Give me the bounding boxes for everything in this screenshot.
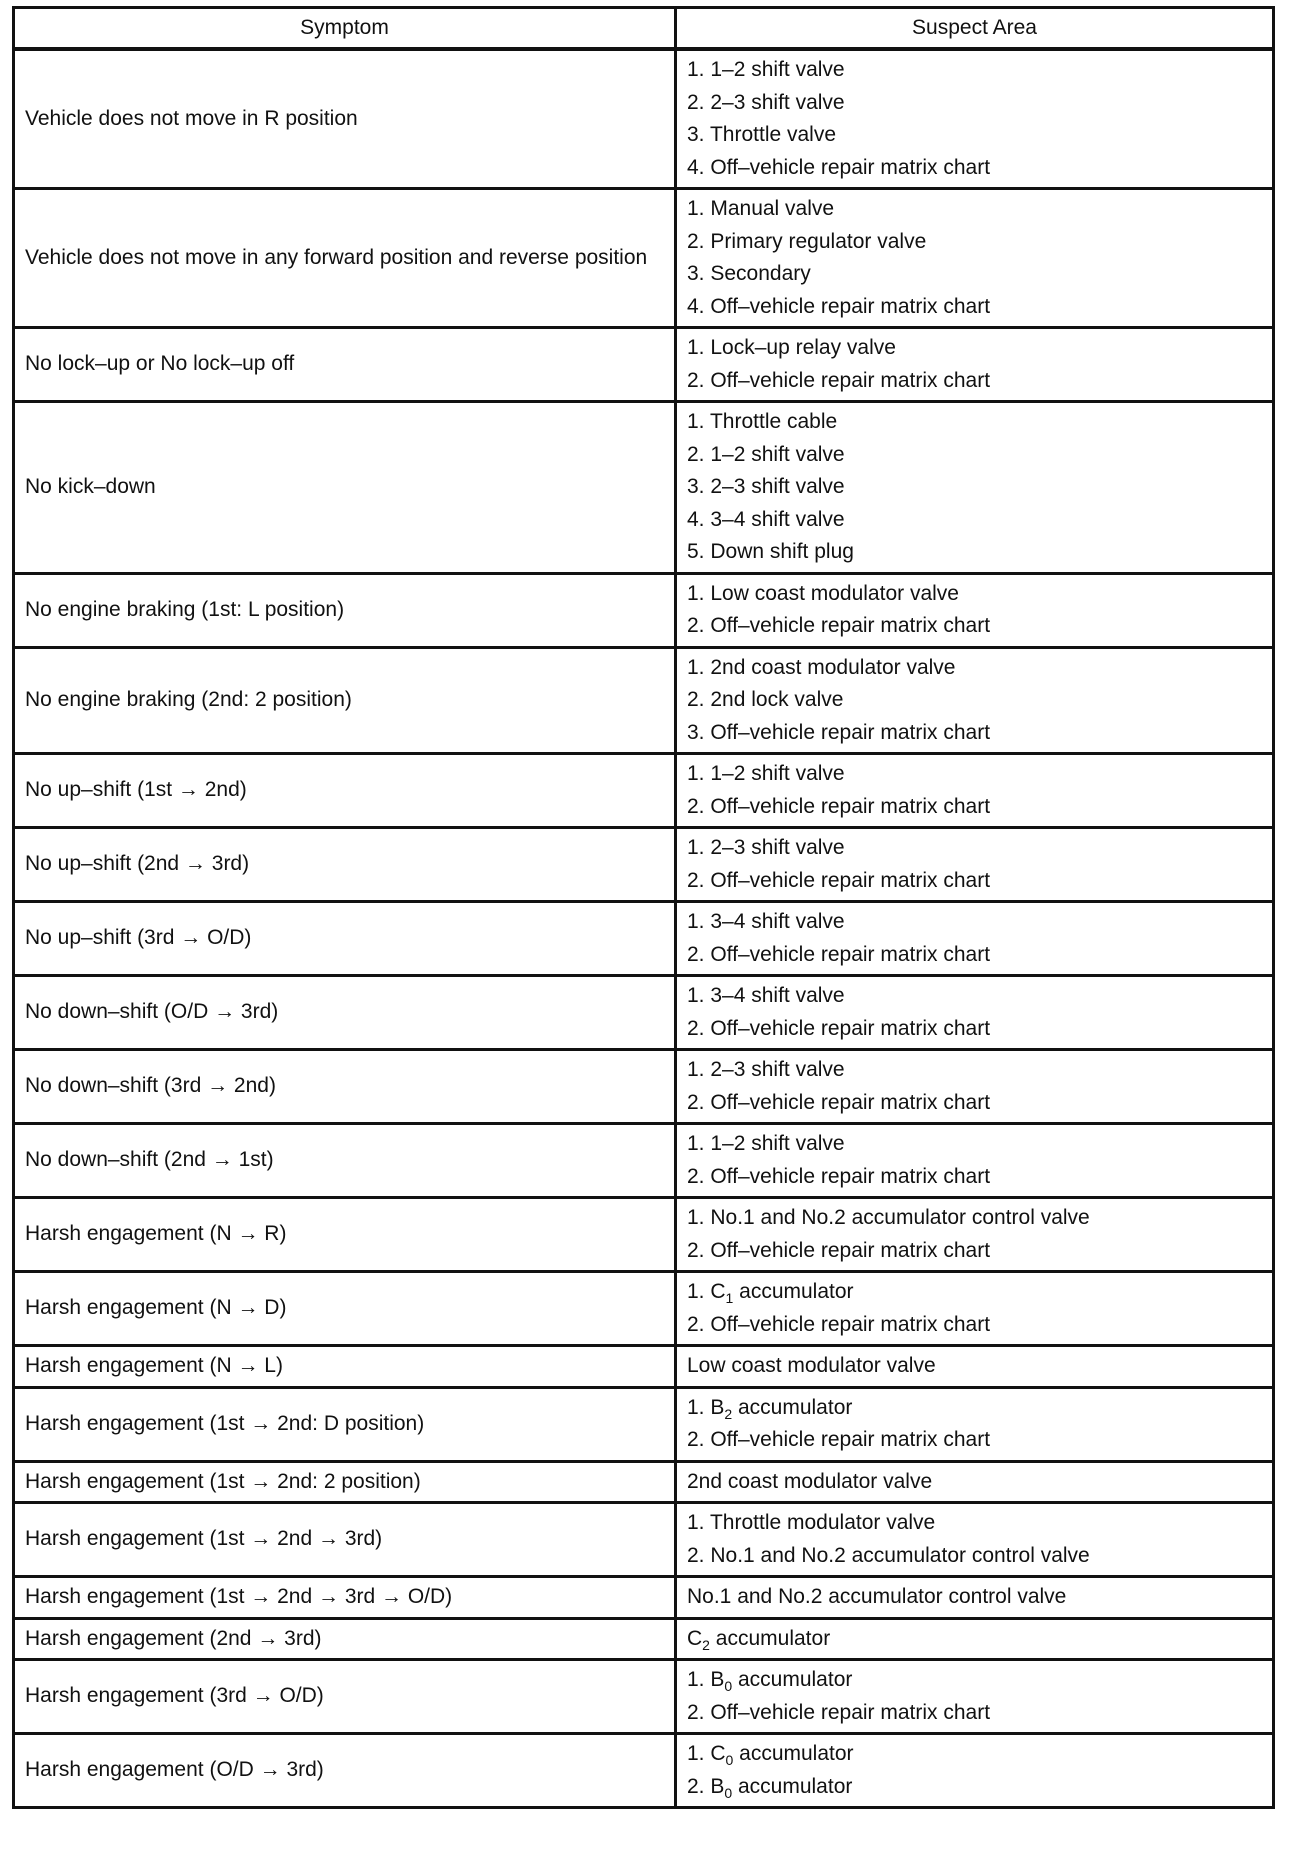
suspect-item-text: accumulator bbox=[732, 1668, 853, 1691]
symptom-cell: Harsh engagement (1st → 2nd → 3rd → O/D) bbox=[14, 1577, 676, 1619]
suspect-item bbox=[687, 1392, 1262, 1425]
table-row bbox=[14, 49, 1274, 189]
suspect-area-cell bbox=[676, 1272, 1274, 1346]
table-row bbox=[14, 1461, 1274, 1503]
suspect-item: 2. Off–vehicle repair matrix chart bbox=[687, 1312, 991, 1336]
table-row bbox=[14, 754, 1274, 828]
suspect-area-cell bbox=[676, 49, 1274, 189]
suspect-item: 4. 3–4 shift valve bbox=[687, 507, 845, 531]
suspect-item-text: 1. C bbox=[687, 1742, 726, 1765]
table-row bbox=[14, 1503, 1274, 1577]
table-row bbox=[14, 189, 1274, 328]
subscript: 1 bbox=[725, 1290, 734, 1306]
symptom-cell: Harsh engagement (3rd → O/D) bbox=[14, 1660, 676, 1734]
suspect-item: 1. 3–4 shift valve bbox=[687, 984, 845, 1007]
subscript: 0 bbox=[724, 1678, 733, 1694]
symptom-cell: No down–shift (O/D → 3rd) bbox=[14, 976, 676, 1050]
suspect-area-cell bbox=[676, 976, 1274, 1050]
suspect-item: 2. Off–vehicle repair matrix chart bbox=[687, 942, 991, 966]
suspect-item: 5. Down shift plug bbox=[687, 540, 854, 563]
suspect-item: 2. No.1 and No.2 accumulator control valve bbox=[687, 1543, 1090, 1567]
symptom-cell: No down–shift (3rd → 2nd) bbox=[14, 1050, 676, 1124]
suspect-area-cell bbox=[676, 1050, 1274, 1124]
symptom-cell: No lock–up or No lock–up off bbox=[14, 328, 676, 402]
suspect-area-cell bbox=[676, 1198, 1274, 1272]
suspect-item-text: 2. B bbox=[687, 1774, 725, 1798]
suspect-item: 1. 2–3 shift valve bbox=[687, 1058, 845, 1081]
suspect-item: 2. Off–vehicle repair matrix chart bbox=[687, 1238, 991, 1262]
suspect-item: 2. Off–vehicle repair matrix chart bbox=[687, 368, 991, 392]
symptom-cell: No engine braking (1st: L position) bbox=[14, 573, 676, 647]
suspect-item-text: C bbox=[687, 1626, 703, 1650]
suspect-area-cell bbox=[676, 1660, 1274, 1734]
suspect-item: 1. 2nd coast modulator valve bbox=[687, 655, 956, 679]
suspect-item: 2. Off–vehicle repair matrix chart bbox=[687, 794, 991, 818]
table-row bbox=[14, 1660, 1274, 1734]
table-row bbox=[14, 647, 1274, 754]
suspect-item: 3. Secondary bbox=[687, 262, 811, 285]
symptom-cell: No up–shift (3rd → O/D) bbox=[14, 902, 676, 976]
symptom-cell: Harsh engagement (1st → 2nd: 2 position) bbox=[14, 1461, 676, 1503]
suspect-item: 1. Throttle cable bbox=[687, 410, 838, 433]
table-row bbox=[14, 1346, 1274, 1388]
suspect-item-text: accumulator bbox=[732, 1395, 853, 1419]
suspect-item-text: accumulator bbox=[709, 1626, 831, 1650]
suspect-area-cell bbox=[676, 1734, 1274, 1808]
subscript: 2 bbox=[724, 1405, 733, 1422]
suspect-area-cell bbox=[676, 328, 1274, 402]
suspect-item bbox=[687, 1664, 1262, 1697]
subscript: 2 bbox=[702, 1636, 710, 1653]
suspect-item: 1. 1–2 shift valve bbox=[687, 1132, 845, 1155]
suspect-item: 2. Off–vehicle repair matrix chart bbox=[687, 1428, 991, 1451]
suspect-item bbox=[687, 1771, 1262, 1804]
suspect-item: 1. Manual valve bbox=[687, 197, 835, 220]
suspect-area-cell bbox=[676, 647, 1274, 754]
suspect-item: 2. Off–vehicle repair matrix chart bbox=[687, 868, 991, 892]
table-row bbox=[14, 573, 1274, 647]
symptom-cell: No engine braking (2nd: 2 position) bbox=[14, 647, 676, 754]
symptom-cell: Harsh engagement (N → L) bbox=[14, 1346, 676, 1388]
suspect-item: 2. Primary regulator valve bbox=[687, 229, 927, 253]
symptom-cell: No up–shift (2nd → 3rd) bbox=[14, 828, 676, 902]
table-row bbox=[14, 1050, 1274, 1124]
suspect-item: 3. Off–vehicle repair matrix chart bbox=[687, 720, 991, 744]
suspect-area-cell bbox=[676, 1503, 1274, 1577]
symptom-cell: Harsh engagement (1st → 2nd → 3rd) bbox=[14, 1503, 676, 1577]
suspect-area-cell bbox=[676, 1387, 1274, 1461]
table-row bbox=[14, 328, 1274, 402]
suspect-item-text: 1. C bbox=[687, 1280, 726, 1303]
symptom-cell: Harsh engagement (O/D → 3rd) bbox=[14, 1734, 676, 1808]
suspect-item-text: accumulator bbox=[733, 1742, 854, 1765]
suspect-item: Low coast modulator valve bbox=[687, 1354, 936, 1377]
symptom-table bbox=[12, 6, 1275, 1809]
suspect-item: 2. 2nd lock valve bbox=[687, 688, 844, 711]
table-row bbox=[14, 1272, 1274, 1346]
suspect-item: 4. Off–vehicle repair matrix chart bbox=[687, 155, 991, 179]
suspect-item: 2. 1–2 shift valve bbox=[687, 442, 845, 466]
table-row bbox=[14, 976, 1274, 1050]
table-row bbox=[14, 1577, 1274, 1619]
table-row bbox=[14, 902, 1274, 976]
suspect-item: 2. Off–vehicle repair matrix chart bbox=[687, 1090, 991, 1114]
symptom-cell: Vehicle does not move in R position bbox=[14, 49, 676, 189]
suspect-area-cell bbox=[676, 189, 1274, 328]
suspect-area-header: Suspect Area bbox=[676, 8, 1274, 50]
suspect-area-cell bbox=[676, 1577, 1274, 1619]
table-row bbox=[14, 828, 1274, 902]
table-row bbox=[14, 1387, 1274, 1461]
suspect-item: 1. 1–2 shift valve bbox=[687, 762, 845, 785]
suspect-item: 3. Throttle valve bbox=[687, 123, 837, 146]
subscript: 0 bbox=[725, 1752, 734, 1768]
header-row bbox=[14, 8, 1274, 50]
suspect-item: 2. Off–vehicle repair matrix chart bbox=[687, 614, 991, 637]
suspect-item: 2. Off–vehicle repair matrix chart bbox=[687, 1164, 991, 1188]
table-row bbox=[14, 402, 1274, 574]
suspect-item-text: accumulator bbox=[732, 1774, 853, 1798]
suspect-area-cell bbox=[676, 1124, 1274, 1198]
table-row bbox=[14, 1198, 1274, 1272]
table-row bbox=[14, 1618, 1274, 1660]
suspect-area-cell bbox=[676, 1461, 1274, 1503]
suspect-area-cell bbox=[676, 573, 1274, 647]
suspect-area-cell bbox=[676, 402, 1274, 574]
suspect-area-cell bbox=[676, 828, 1274, 902]
symptom-cell: Harsh engagement (1st → 2nd: D position) bbox=[14, 1387, 676, 1461]
suspect-item: No.1 and No.2 accumulator control valve bbox=[687, 1585, 1067, 1608]
suspect-item: 1. Low coast modulator valve bbox=[687, 581, 959, 605]
suspect-item-text: accumulator bbox=[733, 1280, 854, 1303]
suspect-item: 2. 2–3 shift valve bbox=[687, 90, 845, 114]
symptom-cell: No kick–down bbox=[14, 402, 676, 574]
symptom-cell: Harsh engagement (N → R) bbox=[14, 1198, 676, 1272]
suspect-item bbox=[687, 1623, 1262, 1656]
suspect-item: 1. Lock–up relay valve bbox=[687, 336, 896, 359]
suspect-item bbox=[687, 1276, 1262, 1309]
table-body bbox=[14, 49, 1274, 1808]
suspect-area-cell bbox=[676, 754, 1274, 828]
suspect-area-cell bbox=[676, 902, 1274, 976]
symptom-cell: Vehicle does not move in any forward position and reverse position bbox=[14, 189, 676, 328]
suspect-item: 1. No.1 and No.2 accumulator control valve bbox=[687, 1206, 1090, 1229]
suspect-item bbox=[687, 1738, 1262, 1771]
symptom-cell: No up–shift (1st → 2nd) bbox=[14, 754, 676, 828]
suspect-item: 1. 3–4 shift valve bbox=[687, 910, 845, 933]
table-row bbox=[14, 1734, 1274, 1808]
suspect-item-text: 1. B bbox=[687, 1395, 725, 1419]
symptom-cell: Harsh engagement (N → D) bbox=[14, 1272, 676, 1346]
suspect-item: 1. 2–3 shift valve bbox=[687, 836, 845, 859]
suspect-area-cell bbox=[676, 1346, 1274, 1388]
symptom-cell: No down–shift (2nd → 1st) bbox=[14, 1124, 676, 1198]
suspect-item: 1. 1–2 shift valve bbox=[687, 58, 845, 81]
symptom-header: Symptom bbox=[14, 8, 676, 50]
suspect-item: 2nd coast modulator valve bbox=[687, 1469, 933, 1493]
suspect-item: 2. Off–vehicle repair matrix chart bbox=[687, 1700, 991, 1724]
suspect-area-cell bbox=[676, 1618, 1274, 1660]
suspect-item: 3. 2–3 shift valve bbox=[687, 475, 845, 498]
suspect-item: 2. Off–vehicle repair matrix chart bbox=[687, 1016, 991, 1040]
suspect-item: 1. Throttle modulator valve bbox=[687, 1511, 936, 1534]
symptom-cell: Harsh engagement (2nd → 3rd) bbox=[14, 1618, 676, 1660]
suspect-item: 4. Off–vehicle repair matrix chart bbox=[687, 294, 991, 318]
subscript: 0 bbox=[724, 1784, 733, 1801]
suspect-item-text: 1. B bbox=[687, 1668, 725, 1691]
table-row bbox=[14, 1124, 1274, 1198]
